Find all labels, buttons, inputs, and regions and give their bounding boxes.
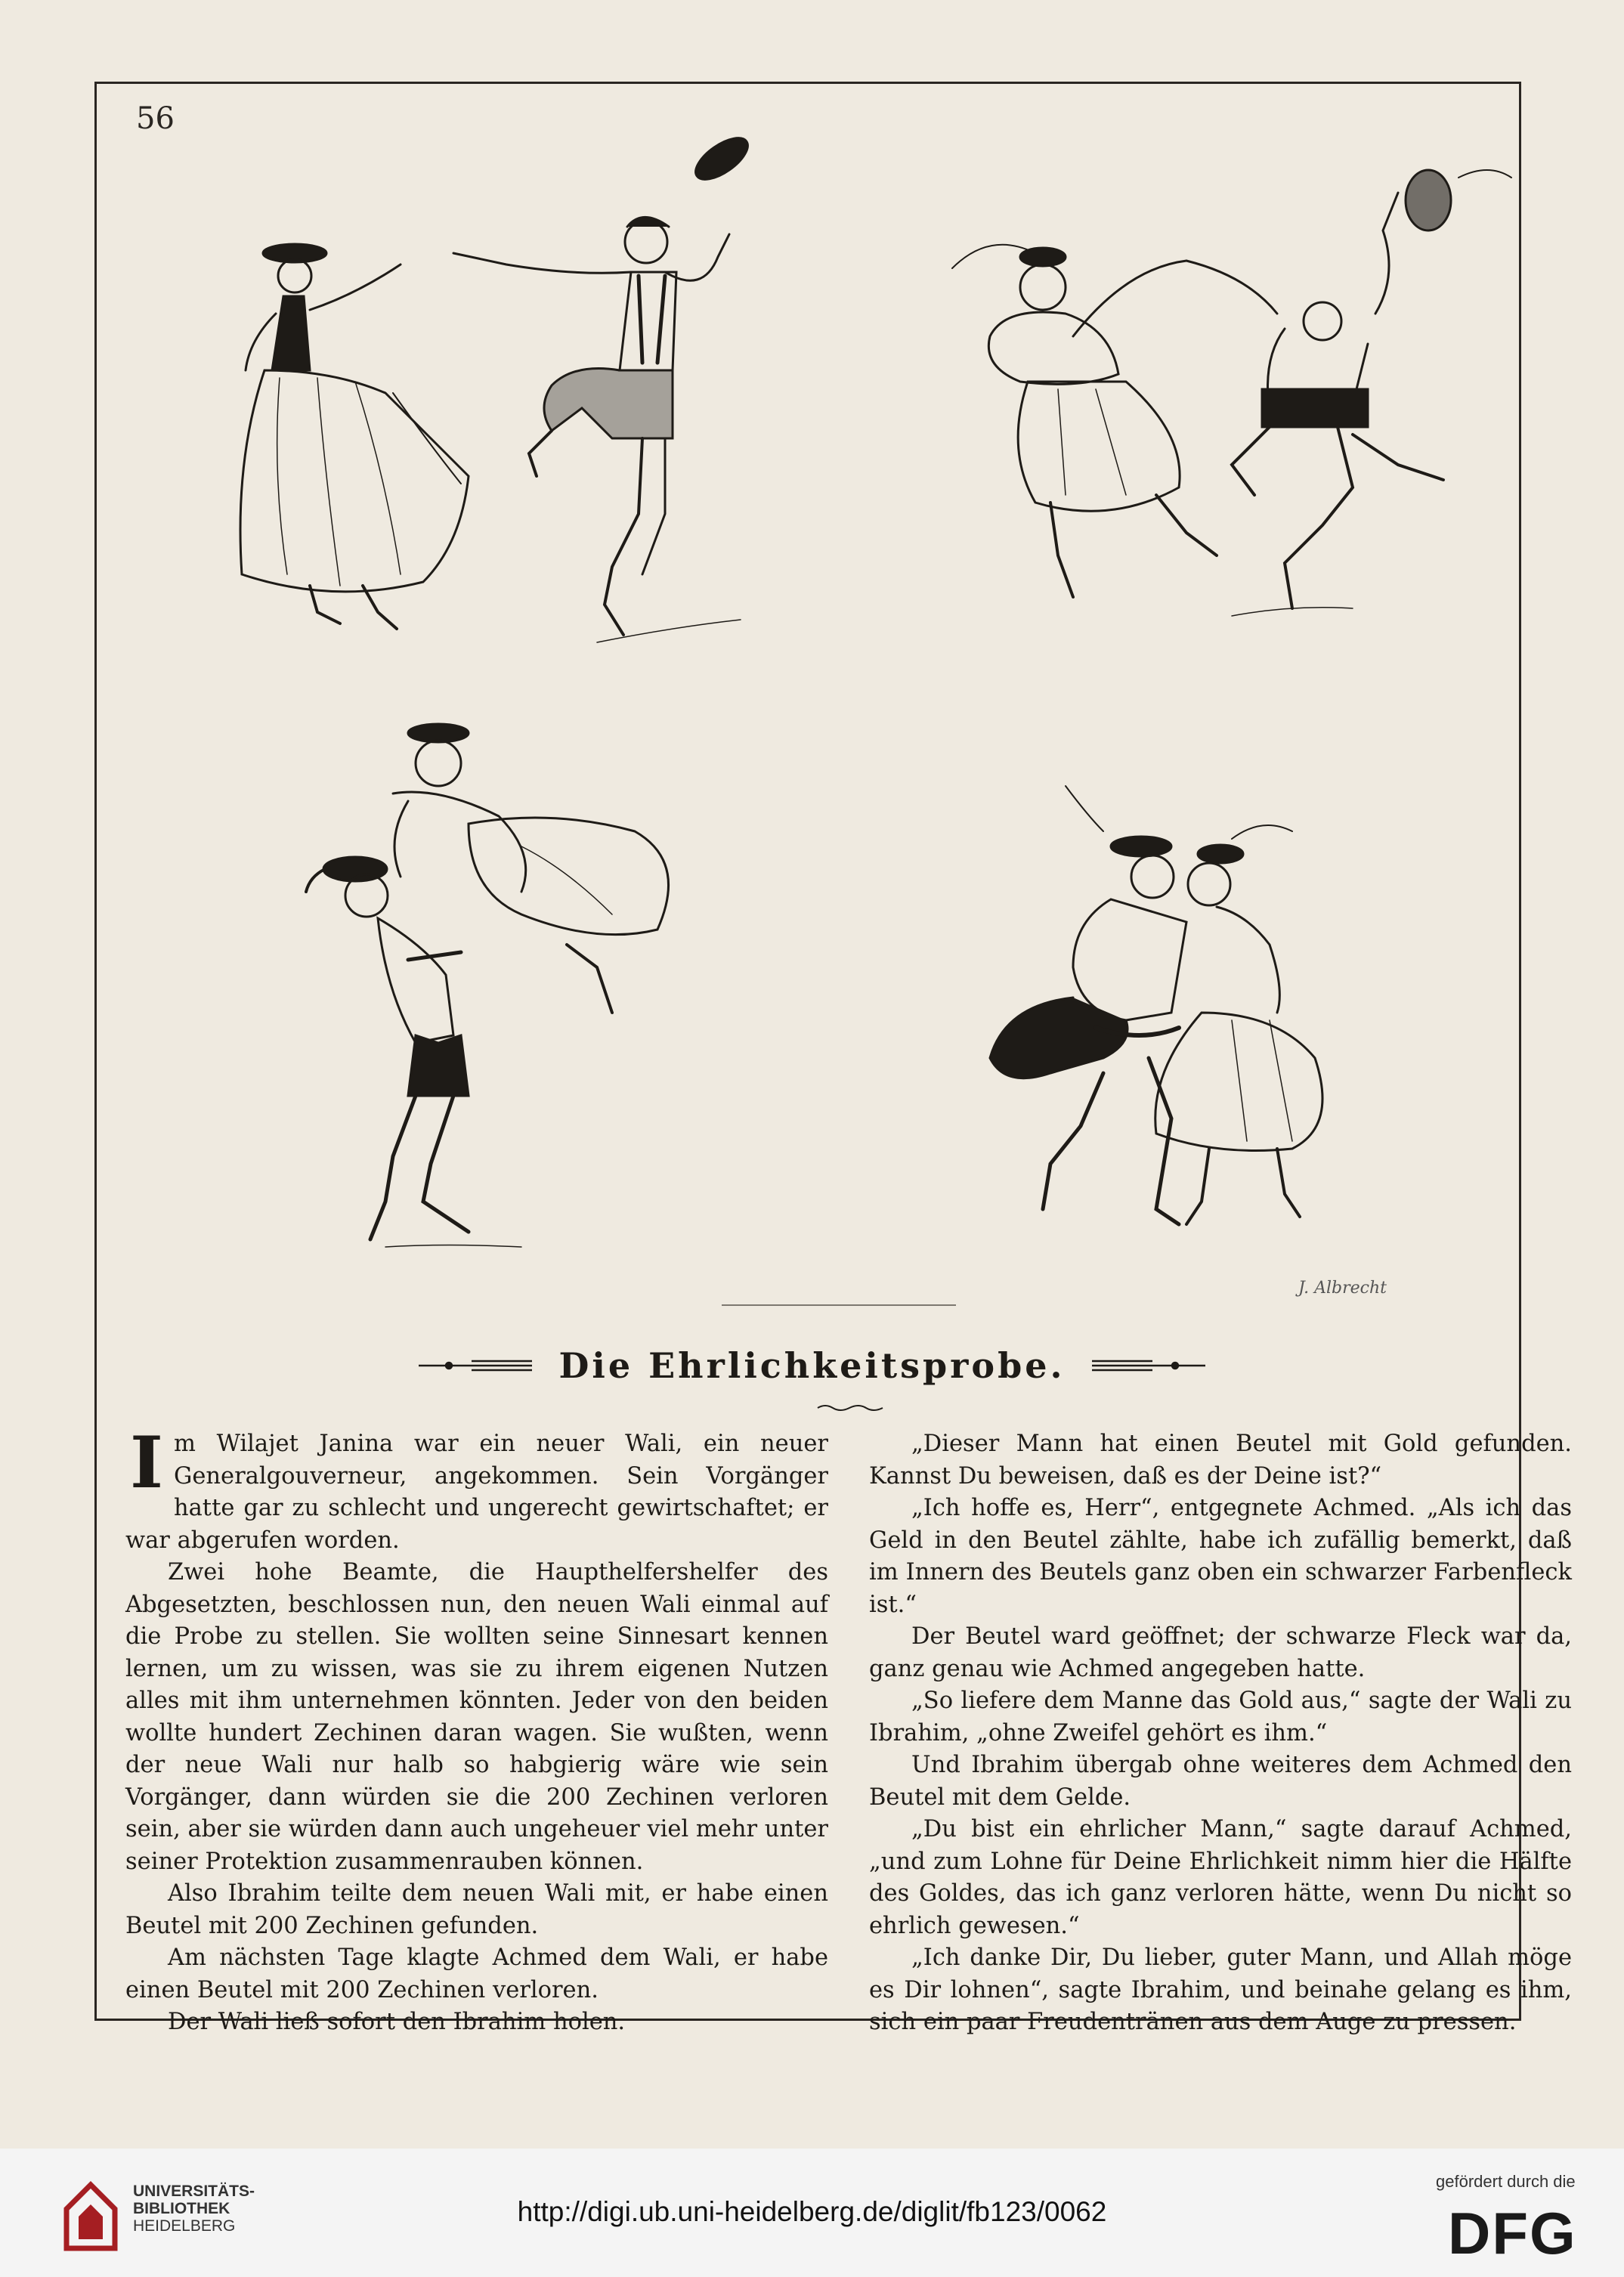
- paragraph: Also Ibrahim teilte dem neuen Wali mit, er habe einen Beutel mit 200 Zechinen gefunden.: [125, 1880, 828, 1939]
- ornament-left-icon: [419, 1359, 532, 1372]
- title-rule: [722, 1304, 956, 1306]
- dropcap: I: [130, 1422, 163, 1505]
- paragraph: „Ich danke Dir, Du lieber, guter Mann, und Allah möge es Dir lohnen“, sagte Ibrahim, und beinahe gelang es ihm, sich ein paar Freudentränen aus dem Auge zu pressen.: [869, 1944, 1572, 2035]
- article-title: Die Ehrlichkeitsprobe.: [558, 1345, 1066, 1386]
- paragraph: „Dieser Mann hat einen Beutel mit Gold gefunden. Kannst Du beweisen, daß es der Deine ist?“: [869, 1431, 1572, 1490]
- title-row: [0, 1345, 1624, 1386]
- dfg-logo[interactable]: DFG: [1448, 2200, 1577, 2266]
- university-library-name[interactable]: UNIVERSITÄTS- BIBLIOTHEK HEIDELBERG: [133, 2183, 255, 2235]
- paragraph: Der Beutel ward geöffnet; der schwarze Fleck war da, ganz genau wie Achmed angegeben hatte.: [869, 1623, 1572, 1682]
- dance-scene-2-illustration: [930, 162, 1527, 623]
- paragraph: „Ich hoffe es, Herr“, entgegnete Achmed. „Als ich das Geld in den Beutel zählte, habe ich zufällig bemerkt, daß im Innern des Beutels ganz oben ein schwarzer Farbenfleck ist.“: [869, 1495, 1572, 1618]
- paragraph: „Du bist ein ehrlicher Mann,“ sagte darauf Achmed, „und zum Lohne für Deine Ehrlichkeit nimm hier die Hälfte des Goldes, das ich ganz verloren hätte, wenn Du nicht so ehrlich gewesen.“: [869, 1816, 1572, 1939]
- page-number: 56: [136, 101, 175, 136]
- paragraph: Der Wali ließ sofort den Ibrahim holen.: [168, 2009, 626, 2035]
- article-column-right: [869, 1428, 1572, 2039]
- illustrator-signature: J. Albrecht: [1298, 1279, 1387, 1298]
- paragraph: „So liefere dem Manne das Gold aus,“ sagte der Wali zu Ibrahim, „ohne Zweifel gehört es ihm.“: [869, 1688, 1572, 1746]
- dance-scene-1-illustration: [219, 121, 763, 650]
- dance-scene-4-illustration: [960, 771, 1383, 1247]
- paragraph: Und Ibrahim übergab ohne weiteres dem Achmed den Beutel mit dem Gelde.: [869, 1752, 1572, 1811]
- paragraph: Am nächsten Tage klagte Achmed dem Wali, er habe einen Beutel mit 200 Zechinen verloren.: [125, 1944, 828, 2003]
- paragraph: Im Wilajet Janina war ein neuer Wali, ein neuer Generalgouverneur, angekommen. Sein Vorgänger hatte gar zu schlecht und ungerecht gewirtschaftet; er war abgerufen worden.: [125, 1422, 828, 1554]
- dance-scene-3-illustration: [295, 718, 718, 1255]
- article-column-left: [125, 1422, 828, 2039]
- title-swash-icon: [816, 1403, 884, 1412]
- paragraph: Zwei hohe Beamte, die Haupthelfershelfer des Abgesetzten, beschlossen nun, den neuen Wali einmal auf die Probe zu stellen. Sie wollten seine Sinnesart kennen lernen, um zu wissen, was sie zu ihrem eigenen Nutzen alles mit ihm unternehmen könnten. Jeder von den beiden wollte hundert Zechinen daran wagen. Sie wußten, wenn der neue Wali nur halb so habgierig wäre wie sein Vorgänger, dann würden sie die 200 Zechinen verloren sein, aber sie würden dann auch ungeheuer viel mehr unter seiner Protektion zusammenrauben können.: [125, 1559, 828, 1875]
- funded-by-label: gefördert durch die: [1436, 2172, 1576, 2191]
- ornament-right-icon: [1092, 1359, 1205, 1372]
- source-url-link[interactable]: http://digi.ub.uni-heidelberg.de/diglit/fb123/0062: [517, 2196, 1107, 2227]
